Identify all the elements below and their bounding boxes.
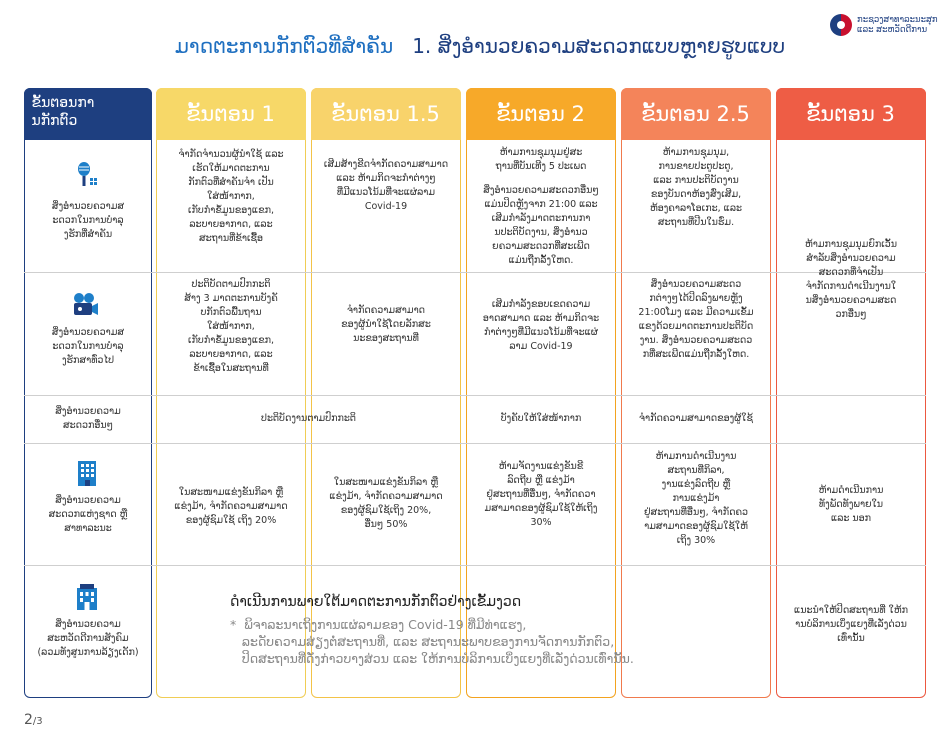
page-number	[24, 712, 43, 728]
cell-row4-stage1: ໃນສະໜາມແຂ່ງຂັນກິລາ ຫຼື ແຂ່ງມ້າ, ຈໍາກັດຄວາມສາມາດ ຂອງຜູ້ຊົມໃຊ້ ເຖິງ 20%	[174, 487, 288, 526]
cell-row4-stage2-5: ຫ້າມການດໍາເນີນງານ ສະຖານທີ່ກິລາ, ງານແຂ່ງລົດຖີບ ຫຼື ການແຂ່ງມ້າ ຢູ່ສະຖານທີ່ອື່ນໆ, ຈໍາກັດຄວ າມສາມາດຂອງຜູ້ຊົມໃຊ້ໃຫ້ ເຖິງ 30%	[643, 451, 749, 546]
cell-row3-stage2: ບັງຄັບໃຫ້ໃສ່ໜ້າກາກ	[500, 413, 582, 424]
cell-row1-stage2-bottom: ສິ່ງອໍານວຍຄວາມສະດວກອື່ນໆ ແມ່ນປິດຫຼັງຈາກ 21:00 ແລະ ເສີມກໍາລັງມາດຕະການກາ ນປະຕິບັດງານ, ສິ່ງອໍານວ ຍຄວາມສະດວກທີ່ສະເພີດ ແມ່ນຖືກລັ້ງໃຫດ.	[483, 185, 599, 266]
cell-row2-stage2-5: ສິ່ງອໍານວຍຄວາມສະດວ ກຕ່າງໆໄດ້ປິດລົງພາຍຫຼັງ 21:00ໂມງ ແລະ ມີຄວາມເຂັ້ມ ແຂງດ້ວຍມາດຕະການປະຕິບັດ ງານ. ສິ່ງອໍານວຍຄວາມສະດວ ກທີ່ສະເພີດແມ່ນຖືກລັ້ງໃຫດ.	[638, 279, 754, 360]
cell-row2-stage1-5: ຈໍາກັດຄວາມສາມາດ ຂອງຜູ້ນໍາໃຊ້ໂດຍລັກສະ ນະຂອງສະຖານທີ່	[341, 305, 431, 344]
cell-row3-stage2-5: ຈໍາກັດຄວາມສາມາດຂອງຜູ້ໃຊ້	[639, 413, 753, 424]
title-number-text: 1. ສິ່ງອໍານວຍຄວາມສະດວກແບບຫຼາຍຮູບແບບ	[412, 34, 786, 58]
left-column-header: ຂັ້ນຕອນກາ ນກັກຕົວ	[24, 88, 152, 140]
office-building-icon	[72, 582, 102, 612]
stage-header-2-5: ຂັ້ນຕອນ 2.5	[621, 88, 771, 140]
row-label-other-facilities: ສິ່ງອໍານວຍຄວາມ ສະດວກອື່ນໆ	[55, 406, 121, 431]
cell-row1-stage1-5: ເສີມສ້າງຂີດຈໍາກັດຄວາມສາມາດ ແລະ ຫ້າມກິດຈະກໍາຕ່າງໆ ທີ່ມີແນວໂນ້ມທີ່ຈະແຜ່ລາມ Covid-19	[323, 159, 449, 212]
cell-row1-2-stage3: ຫ້າມການຊຸມນຸມຍົກເວັ້ນ ສໍາລັບສິ່ງອໍານວຍຄວາມ ສະດວກທີ່ຈໍາເປັນ ຈໍາກັດການດໍາເນີນງານໃ ນສິ່ງອໍານວຍຄວາມສະດ ວກອື່ນໆ	[804, 239, 898, 320]
logo-text	[857, 15, 938, 35]
ministry-logo	[830, 12, 948, 44]
strict-measures-note: * ພິຈາລະນາເຖິງການແຜ່ລາມຂອງ Covid-19 ທີ່ມີທ່າແຮງ, ລະດັບຄວາມສ່ຽງຕໍ່ສະຖານທີ່, ແລະ ສະຖານະພາບຂອງການຈັດການກັກຕົວ, ປິດສະຖານທີ່ດັ່ງກ່າວບາງສ່ວນ ແລະ ໃຫ້ການບໍລິການເບິ່ງແຍງທີ່ເລັ່ງດ່ວນເທົ່ານັ້ນ.	[230, 617, 634, 666]
page-current: 2	[24, 712, 33, 728]
cell-row1-stage1: ຈໍາກັດຈໍານວນຜູ້ນໍາໃຊ້ ແລະ ເຮັດໃຫ້ມາດຕະການ ກັກຕົວທີ່ສໍາຄັນຈໍາ ເປັນ ໃສ່ໜ້າກາກ, ເກັບກໍາຂໍ້ມູນຂອງແຂກ, ລະບາຍອາກາດ, ແລະ ສະຖານທີ່ຂ້າເຊື້ອ	[178, 149, 284, 244]
cell-row4-stage1-5: ໃນສະໜາມແຂ່ງຂັນກິລາ ຫຼື ແຂ່ງມ້າ, ຈໍາກັດຄວາມສາມາດ ຂອງຜູ້ຊົມໃຊ້ເຖິງ 20%, ອື່ນໆ 50%	[329, 477, 443, 530]
strict-measures-heading: ດໍາເນີນການພາຍໃຕ້ມາດຕະການກັກຕົວຢ່າງເຂັ້ມງວດ	[230, 594, 522, 610]
cell-row4-stage3: ຫ້າມດໍາເນີນການ ທັງພັດທັງພາຍໃນ ແລະ ນອກ	[818, 485, 884, 524]
row-label-essential-facilities: ສິ່ງອໍານວຍຄວາມສ ະດວກໃນການບໍາລຸ ງຮັກທີ່ສໍາຄັນ	[51, 201, 125, 240]
taegeuk-icon	[830, 14, 852, 36]
row-divider	[24, 395, 926, 396]
cell-row1-stage2-top: ຫ້າມການຊຸມນຸມຢູ່ສະ ຖານທີ່ບັນເທີງ 5 ປະເພດ	[495, 147, 587, 172]
cell-row2-stage1: ປະຕິບັດຕາມປົກກະຕິ ສ້າງ 3 ມາດຕະການບັງຄັ ບກັກຕົວພື້ນຖານ ໃສ່ໜ້າກາກ, ເກັບກໍາຂໍ້ມູນຂອງແຂກ, ລະບາຍອາກາດ, ແລະ ຂ້າເຊື້ອໃນສະຖານທີ່	[184, 279, 278, 374]
row-divider	[24, 443, 926, 444]
page-title	[100, 34, 860, 58]
stage-header-1: ຂັ້ນຕອນ 1	[156, 88, 306, 140]
microphone-icon	[72, 160, 102, 190]
row-divider	[24, 565, 926, 566]
logo-line-2: ແລະ ສະຫວັດດີການ	[857, 25, 928, 35]
cell-row1-stage2-5: ຫ້າມການຊຸມນຸມ, ການຂາຍປະຕູປະຕູ, ແລະ ການປະຕິບັດງານ ຂອງບັນດາຫ້ອງສົ່ງເສີມ, ຫ້ອງຄາລາໂອເກະ, ແລະ ສະຖານທີ່ປີນໃນຮົ່ມ.	[649, 147, 743, 228]
stage-header-2: ຂັ້ນຕອນ 2	[466, 88, 616, 140]
row-label-welfare-facilities: ສິ່ງອໍານວຍຄວາມ ສະຫວັດດີການສັງຄົມ (ລວມທັງສູນການລ້ຽງເດັກ)	[37, 619, 139, 658]
building-icon	[72, 458, 102, 488]
row-label-general-facilities: ສິ່ງອໍານວຍຄວາມສ ະດວກໃນການບໍາລຸ ງຮັກສາທົ່ວໄປ	[51, 327, 125, 366]
row-label-public-facilities: ສິ່ງອໍານວຍຄວາມ ສະດວກແຫ່ງຊາດ ຫຼື ສາທາລະນະ	[48, 495, 128, 534]
logo-line-1: ກະຊວງສາທາລະນະສຸກ	[857, 15, 938, 25]
video-camera-icon	[70, 290, 100, 320]
cell-row3-stage1-1-5: ປະຕິບັດງານຕາມປົກກະຕິ	[261, 413, 356, 424]
title-text: ມາດຕະການກັກຕົວທີ່ສໍາຄັນ	[174, 34, 394, 58]
cell-row4-stage2: ຫ້າມຈັດງານແຂ່ງຂັນຂີ ລົດຖີບ ຫຼື ແຂ່ງມ້າ ຢູ່ສະຖານທີ່ອື່ນໆ, ຈໍາກັດຄວາ ມສາມາດຂອງຜູ້ຊົມໃຊ້ໃຫ້ເຖິງ 30%	[484, 461, 598, 528]
cell-row2-stage2: ເສີມກໍາລັງຂອບເຂດຄວາມ ອາດສາມາດ ແລະ ຫ້າມກິດຈະ ກໍາຕ່າງໆທີ່ມີແນວໂນ້ມທີ່ຈະແຜ່ ລາມ Covid-19	[482, 299, 600, 352]
cell-row5-stage3: ແນະນໍາໃຫ້ປິດສະຖານທີ່ ໃຫ້ກ ານບໍລິການເບິ່ງແຍງທີ່ເລັ່ງດ່ວນ ເທົ່ານັ້ນ	[794, 605, 908, 644]
stage-header-1-5: ຂັ້ນຕອນ 1.5	[311, 88, 461, 140]
page-total: /3	[32, 716, 43, 727]
stage-header-3: ຂັ້ນຕອນ 3	[776, 88, 926, 140]
